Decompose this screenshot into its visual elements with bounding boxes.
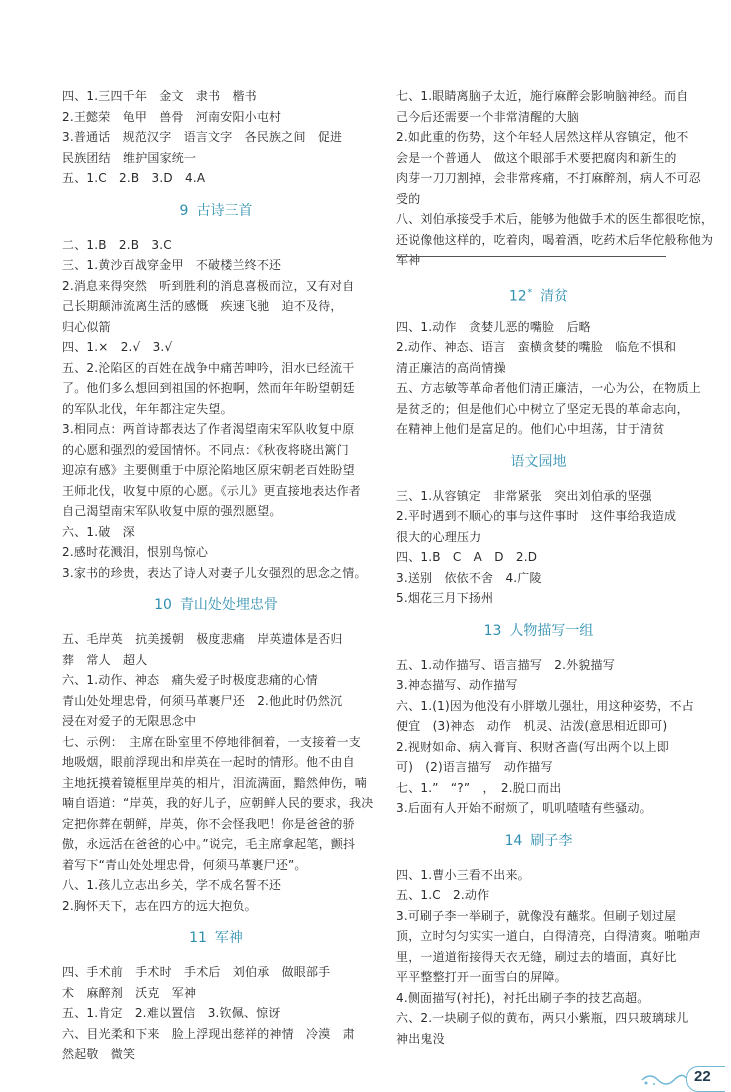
answer-line: 顶，立时匀匀实实一道白，白得清亮，白得清爽。啪啪声 — [396, 929, 702, 943]
section-heading-13 — [396, 619, 681, 643]
answer-line: 是贫乏的；但是他们心中树立了坚定无畏的革命志向， — [396, 401, 689, 416]
answer-block-left-d — [62, 962, 370, 1065]
answer-line: 2.视财如命、病入膏肓、积财吝啬(写出两个以上即 — [396, 739, 669, 754]
answer-line: 2.平时遇到不顺心的事与这件事时 这件事给我造成 — [396, 509, 677, 523]
answer-line: 还说像他这样的，吃着肉，喝着酒，吃药术后华佗般称他为 — [396, 232, 714, 247]
answer-line: 肉芽一刀刀割掉，会非常疼痛，不打麻醉剂，病人不可忍 — [396, 171, 702, 185]
answer-line: 然起敬 微笑 — [62, 1047, 136, 1061]
answer-line: 在精神上他们是富足的。他们心中坦荡，甘于清贫 — [396, 422, 665, 436]
answer-line: 葬 常人 超人 — [62, 652, 148, 667]
answer-line: 六、1.(1)因为他没有小胖墩儿强壮，用这种姿势，不占 — [396, 698, 694, 713]
answer-line: 七、1.眼睛离脑子太近，施行麻醉会影响脑神经。而自 — [396, 89, 689, 103]
answer-line: 己今后还需要一个非常清醒的大脑 — [396, 109, 580, 124]
section-heading-14 — [396, 829, 681, 853]
heading-number: 11 — [189, 930, 207, 946]
answer-line: 四、1.B C A D 2.D — [396, 550, 538, 564]
page-number-badge — [686, 1066, 726, 1090]
answer-line: 四、1.三四千年 金文 隶书 楷书 — [62, 89, 257, 103]
answer-line: 的心愿和强烈的爱国情怀。不同点：《秋夜将晓出篱门 — [62, 442, 349, 457]
answer-line: 平平整整打开一面雪白的屏障。 — [396, 970, 567, 984]
answer-line: 迎凉有感》主要侧重于中原沦陷地区原宋朝老百姓盼望 — [62, 463, 355, 477]
answer-line: 4.侧面描写(衬托)，衬托出刷子李的技艺高超。 — [396, 990, 650, 1005]
answer-line: 很大的心理压力 — [396, 529, 482, 544]
answer-line: 己长期颠沛流离生活的感慨 疾速飞驰 迫不及待， — [62, 299, 343, 313]
answer-line: 2.消息来得突然 听到胜利的消息喜极而泣，又有对自 — [62, 278, 355, 293]
answer-line: 2.如此重的伤势，这个年轻人居然这样从容镇定，他不 — [396, 130, 689, 144]
answer-line: 清正廉洁的高尚情操 — [396, 360, 506, 375]
answer-line: 自己渴望南宋军队收复中原的强烈愿望。 — [62, 504, 282, 518]
answer-line: 3.可刷子李一举刷子，就像没有蘸浆。但刷子划过屋 — [396, 908, 677, 923]
heading-star: * — [527, 287, 533, 298]
divider-line — [396, 256, 666, 257]
answer-line: 主地抚摸着镜框里岸英的相片，泪流满面，黯然伸伤，喃 — [62, 775, 368, 790]
answer-line: 四、手术前 手术时 手术后 刘伯承 做眼部手 — [62, 965, 331, 979]
answer-line: 了。他们多么想回到祖国的怀抱啊，然而年年盼望朝廷 — [62, 381, 355, 395]
answer-line: 3.普通话 规范汉字 语言文字 各民族之间 促进 — [62, 130, 343, 144]
answer-line: 神出鬼没 — [396, 1031, 445, 1046]
answer-line: 3.相同点：两首诗都表达了作者渴望南宋军队收复中原 — [62, 422, 355, 436]
answer-line: 五、毛岸英 抗美援朝 极度悲痛 岸英遗体是否归 — [62, 632, 343, 646]
answer-line: 2.感时花溅泪，恨别鸟惊心 — [62, 545, 209, 559]
answer-line: 术 麻醉剂 沃克 军神 — [62, 985, 197, 1000]
answer-line: 民族团结 维护国家统一 — [62, 150, 197, 165]
answer-line: 的军队北伐，年年都注定失望。 — [62, 401, 233, 416]
answer-line: 3.神态描写、动作描写 — [396, 678, 518, 692]
answer-line: 傲，永远活在爸爸的心中。”说完，毛主席拿起笔，颤抖 — [62, 837, 356, 851]
answer-line: 五、1.C 2.动作 — [396, 888, 490, 902]
answer-line: 2.胸怀天下，志在四方的远大抱负。 — [62, 898, 257, 913]
heading-title: 语文园地 — [510, 453, 567, 470]
answer-line: 2.动作、神态、语言 蛮横贪婪的嘴脸 临危不惧和 — [396, 340, 677, 354]
answer-line: 二、1.B 2.B 3.C — [62, 237, 172, 252]
answer-line: 六、2.一块刷子似的黄布，两只小紫瓶，四只玻璃球儿 — [396, 1011, 689, 1025]
answer-line: 五、方志敏等革命者他们清正廉洁，一心为公，在物质上 — [396, 381, 702, 395]
answer-line: 六、1.破 深 — [62, 524, 135, 539]
answer-line: 七、示例： 主席在卧室里不停地徘徊着，一支接着一支 — [62, 734, 362, 749]
heading-number: 9 — [179, 202, 189, 219]
section-heading-11 — [62, 926, 370, 950]
answer-line: 四、1.动作 贪婪儿恶的嘴脸 后略 — [396, 319, 591, 334]
answer-block-right-b — [396, 317, 702, 440]
answer-line: 喃自语道：“岸英，我的好儿子，应朝鲜人民的要求，我决 — [62, 796, 374, 810]
answer-block-left-b — [62, 235, 370, 584]
section-heading-12 — [396, 281, 681, 305]
answer-line: 王师北伐，收复中原的心愿。《示儿》更直接地表达作者 — [62, 483, 362, 498]
section-heading-9 — [62, 199, 370, 223]
answer-line: 六、目光柔和下来 脸上浮现出慈祥的神情 冷漠 肃 — [62, 1026, 355, 1041]
answer-line: 浸在对爱子的无限思念中 — [62, 714, 197, 728]
section-heading-10 — [62, 593, 370, 617]
answer-line: 归心似箭 — [62, 319, 111, 334]
answer-line: 着写下“青山处处埋忠骨，何须马革裹尸还”。 — [62, 857, 307, 872]
answer-line: 五、1.动作描写、语言描写 2.外貌描写 — [396, 657, 615, 672]
heading-number: 10 — [154, 597, 172, 613]
answer-line: 受的 — [396, 191, 421, 206]
answer-line: 地吸烟，眼前浮现出和岸英在一起时的情形。他不由自 — [62, 755, 355, 769]
answer-line: 5.烟花三月下扬州 — [396, 591, 494, 605]
answer-line: 八、刘伯承接受手术后，能够为他做手术的医生都很吃惊， — [396, 212, 714, 226]
heading-title: 人物描写一组 — [509, 622, 594, 639]
answer-line: 青山处处埋忠骨，何须马革裹尸还 2.他此时仍然沉 — [62, 693, 343, 708]
answer-block-right-d — [396, 655, 694, 819]
heading-title: 刷子李 — [530, 832, 573, 849]
answer-line: 会是一个普通人 做这个眼部手术要把腐肉和新生的 — [396, 150, 677, 165]
answer-block-right-c — [396, 486, 681, 609]
heading-number: 13 — [483, 622, 502, 639]
answer-line: 四、1.× 2.√ 3.√ — [62, 340, 173, 354]
answer-line: 定把你葬在朝鲜，岸英，你不会怪我吧！你是爸爸的骄 — [62, 816, 355, 831]
answer-line: 三、1.黄沙百战穿金甲 不破楼兰终不还 — [62, 258, 282, 272]
answer-block-right-a — [396, 86, 714, 271]
heading-title: 清贫 — [540, 288, 569, 305]
answer-line: 便宜 (3)神态 动作 机灵、沽泼(意思相近即可) — [396, 719, 668, 733]
answer-line: 三、1.从容镇定 非常紧张 突出刘伯承的坚强 — [396, 488, 652, 503]
answer-line: 五、2.沦陷区的百姓在战争中痛苦呻吟，泪水已经流干 — [62, 360, 355, 375]
answer-line: 五、1.C 2.B 3.D 4.A — [62, 171, 206, 185]
answer-line: 八、1.孩儿立志出乡关，学不成名誓不还 — [62, 878, 282, 892]
answer-line: 五、1.肯定 2.难以置信 3.钦佩、惊讶 — [62, 1006, 281, 1020]
right-column — [396, 86, 714, 1049]
answer-block-right-e — [396, 865, 702, 1050]
answer-block-left-c — [62, 629, 374, 916]
heading-title: 古诗三首 — [196, 202, 253, 219]
heading-number: 12 — [508, 288, 527, 305]
wave-ornament-icon — [640, 1070, 688, 1086]
answer-line: 2.王懿荣 龟甲 兽骨 河南安阳小屯村 — [62, 109, 282, 124]
answer-line: 3.后面有人开始不耐烦了，叽叽喳喳有些骚动。 — [396, 801, 652, 815]
answer-block-left-a — [62, 86, 370, 189]
answer-line: 七、1.” “?” ， 2.脱口而出 — [396, 780, 562, 795]
heading-title: 军神 — [214, 930, 243, 946]
left-column — [62, 86, 374, 1065]
answer-line: 3.送别 依依不舍 4.广陵 — [396, 570, 542, 585]
answer-line: 六、1.动作、神态 痛失爱子时极度悲痛的心情 — [62, 673, 318, 687]
answer-line: 里，一道道衔接得天衣无缝，刷过去的墙面，真好比 — [396, 949, 677, 964]
heading-number: 14 — [504, 832, 523, 849]
section-heading-garden — [396, 450, 681, 474]
answer-line: 可) (2)语言描写 动作描写 — [396, 760, 553, 774]
page-number: 22 — [694, 1068, 711, 1085]
answer-line: 四、1.曹小三看不出来。 — [396, 867, 530, 882]
answer-line: 军神 — [396, 253, 421, 267]
heading-title: 青山处处埋忠骨 — [179, 597, 278, 613]
answer-line: 3.家书的珍贵，表达了诗人对妻子儿女强烈的思念之情。 — [62, 565, 367, 580]
